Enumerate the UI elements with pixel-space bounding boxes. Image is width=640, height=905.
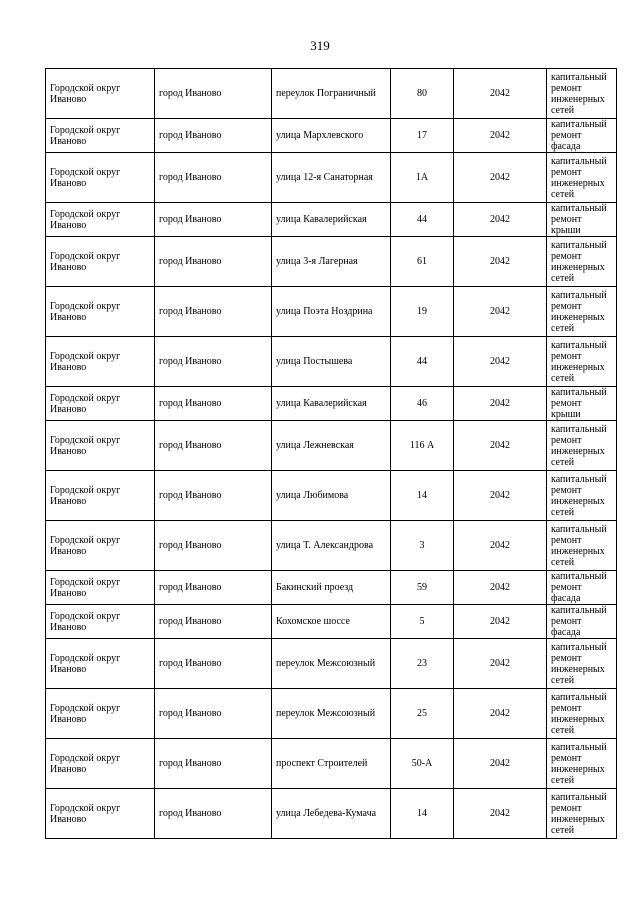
year-cell: 2042 bbox=[454, 153, 547, 203]
work-type-cell: капитальный ремонт инженерных сетей bbox=[547, 639, 617, 689]
page-number: 319 bbox=[310, 38, 330, 53]
work-type-cell: капитальный ремонт инженерных сетей bbox=[547, 789, 617, 839]
table-row bbox=[46, 689, 617, 739]
city-cell: город Иваново bbox=[155, 689, 272, 739]
municipality-cell: Городской округ Иваново bbox=[46, 153, 155, 203]
city-cell: город Иваново bbox=[155, 471, 272, 521]
street-cell: улица 12-я Санаторная bbox=[272, 153, 391, 203]
work-type-cell: капитальный ремонт инженерных сетей bbox=[547, 69, 617, 119]
house-number-cell: 46 bbox=[391, 387, 454, 421]
city-cell: город Иваново bbox=[155, 605, 272, 639]
table-row bbox=[46, 337, 617, 387]
house-number-cell: 25 bbox=[391, 689, 454, 739]
city-cell: город Иваново bbox=[155, 69, 272, 119]
work-type-cell: капитальный ремонт крыши bbox=[547, 387, 617, 421]
street-cell: улица Кавалерийская bbox=[272, 203, 391, 237]
work-type-cell: капитальный ремонт инженерных сетей bbox=[547, 689, 617, 739]
street-cell: улица Лебедева-Кумача bbox=[272, 789, 391, 839]
city-cell: город Иваново bbox=[155, 789, 272, 839]
table-row bbox=[46, 789, 617, 839]
work-type-cell: капитальный ремонт инженерных сетей bbox=[547, 153, 617, 203]
street-cell: улица Мархлевского bbox=[272, 119, 391, 153]
year-cell: 2042 bbox=[454, 521, 547, 571]
street-cell: улица Постышева bbox=[272, 337, 391, 387]
year-cell: 2042 bbox=[454, 119, 547, 153]
house-number-cell: 14 bbox=[391, 471, 454, 521]
municipality-cell: Городской округ Иваново bbox=[46, 203, 155, 237]
house-number-cell: 80 bbox=[391, 69, 454, 119]
year-cell: 2042 bbox=[454, 69, 547, 119]
municipality-cell: Городской округ Иваново bbox=[46, 521, 155, 571]
street-cell: улица Кавалерийская bbox=[272, 387, 391, 421]
table-row bbox=[46, 571, 617, 605]
street-cell: Бакинский проезд bbox=[272, 571, 391, 605]
house-number-cell: 44 bbox=[391, 203, 454, 237]
table-row bbox=[46, 639, 617, 689]
municipality-cell: Городской округ Иваново bbox=[46, 387, 155, 421]
street-cell: улица 3-я Лагерная bbox=[272, 237, 391, 287]
work-type-cell: капитальный ремонт фасада bbox=[547, 605, 617, 639]
municipality-cell: Городской округ Иваново bbox=[46, 421, 155, 471]
work-type-cell: капитальный ремонт инженерных сетей bbox=[547, 237, 617, 287]
year-cell: 2042 bbox=[454, 471, 547, 521]
street-cell: переулок Межсоюзный bbox=[272, 639, 391, 689]
house-number-cell: 14 bbox=[391, 789, 454, 839]
table-row bbox=[46, 739, 617, 789]
municipality-cell: Городской округ Иваново bbox=[46, 739, 155, 789]
municipality-cell: Городской округ Иваново bbox=[46, 69, 155, 119]
year-cell: 2042 bbox=[454, 739, 547, 789]
municipality-cell: Городской округ Иваново bbox=[46, 689, 155, 739]
municipality-cell: Городской округ Иваново bbox=[46, 789, 155, 839]
table-row bbox=[46, 69, 617, 119]
city-cell: город Иваново bbox=[155, 387, 272, 421]
table-row bbox=[46, 421, 617, 471]
city-cell: город Иваново bbox=[155, 337, 272, 387]
street-cell: улица Любимова bbox=[272, 471, 391, 521]
municipality-cell: Городской округ Иваново bbox=[46, 337, 155, 387]
house-number-cell: 19 bbox=[391, 287, 454, 337]
work-type-cell: капитальный ремонт инженерных сетей bbox=[547, 739, 617, 789]
table-row bbox=[46, 471, 617, 521]
house-number-cell: 116 А bbox=[391, 421, 454, 471]
municipality-cell: Городской округ Иваново bbox=[46, 639, 155, 689]
municipality-cell: Городской округ Иваново bbox=[46, 571, 155, 605]
table-row bbox=[46, 521, 617, 571]
city-cell: город Иваново bbox=[155, 153, 272, 203]
street-cell: улица Т. Александрова bbox=[272, 521, 391, 571]
table-row bbox=[46, 153, 617, 203]
street-cell: улица Поэта Ноздрина bbox=[272, 287, 391, 337]
work-type-cell: капитальный ремонт фасада bbox=[547, 571, 617, 605]
year-cell: 2042 bbox=[454, 421, 547, 471]
repair-schedule-table bbox=[45, 68, 617, 839]
house-number-cell: 44 bbox=[391, 337, 454, 387]
municipality-cell: Городской округ Иваново bbox=[46, 237, 155, 287]
house-number-cell: 1А bbox=[391, 153, 454, 203]
street-cell: переулок Межсоюзный bbox=[272, 689, 391, 739]
year-cell: 2042 bbox=[454, 639, 547, 689]
city-cell: город Иваново bbox=[155, 739, 272, 789]
municipality-cell: Городской округ Иваново bbox=[46, 119, 155, 153]
street-cell: улица Лежневская bbox=[272, 421, 391, 471]
year-cell: 2042 bbox=[454, 287, 547, 337]
house-number-cell: 5 bbox=[391, 605, 454, 639]
city-cell: город Иваново bbox=[155, 521, 272, 571]
city-cell: город Иваново bbox=[155, 571, 272, 605]
house-number-cell: 3 bbox=[391, 521, 454, 571]
table-row bbox=[46, 237, 617, 287]
city-cell: город Иваново bbox=[155, 287, 272, 337]
year-cell: 2042 bbox=[454, 337, 547, 387]
table-row bbox=[46, 605, 617, 639]
municipality-cell: Городской округ Иваново bbox=[46, 605, 155, 639]
year-cell: 2042 bbox=[454, 237, 547, 287]
year-cell: 2042 bbox=[454, 387, 547, 421]
house-number-cell: 59 bbox=[391, 571, 454, 605]
city-cell: город Иваново bbox=[155, 119, 272, 153]
work-type-cell: капитальный ремонт фасада bbox=[547, 119, 617, 153]
house-number-cell: 17 bbox=[391, 119, 454, 153]
table-row bbox=[46, 119, 617, 153]
table-row bbox=[46, 203, 617, 237]
city-cell: город Иваново bbox=[155, 421, 272, 471]
work-type-cell: капитальный ремонт инженерных сетей bbox=[547, 421, 617, 471]
house-number-cell: 50-А bbox=[391, 739, 454, 789]
work-type-cell: капитальный ремонт инженерных сетей bbox=[547, 287, 617, 337]
street-cell: проспект Строителей bbox=[272, 739, 391, 789]
work-type-cell: капитальный ремонт инженерных сетей bbox=[547, 521, 617, 571]
work-type-cell: капитальный ремонт инженерных сетей bbox=[547, 471, 617, 521]
table-row bbox=[46, 287, 617, 337]
year-cell: 2042 bbox=[454, 203, 547, 237]
city-cell: город Иваново bbox=[155, 639, 272, 689]
municipality-cell: Городской округ Иваново bbox=[46, 471, 155, 521]
street-cell: Кохомское шоссе bbox=[272, 605, 391, 639]
year-cell: 2042 bbox=[454, 605, 547, 639]
year-cell: 2042 bbox=[454, 571, 547, 605]
city-cell: город Иваново bbox=[155, 237, 272, 287]
year-cell: 2042 bbox=[454, 689, 547, 739]
street-cell: переулок Пограничный bbox=[272, 69, 391, 119]
work-type-cell: капитальный ремонт крыши bbox=[547, 203, 617, 237]
house-number-cell: 23 bbox=[391, 639, 454, 689]
year-cell: 2042 bbox=[454, 789, 547, 839]
work-type-cell: капитальный ремонт инженерных сетей bbox=[547, 337, 617, 387]
city-cell: город Иваново bbox=[155, 203, 272, 237]
table-row bbox=[46, 387, 617, 421]
municipality-cell: Городской округ Иваново bbox=[46, 287, 155, 337]
house-number-cell: 61 bbox=[391, 237, 454, 287]
